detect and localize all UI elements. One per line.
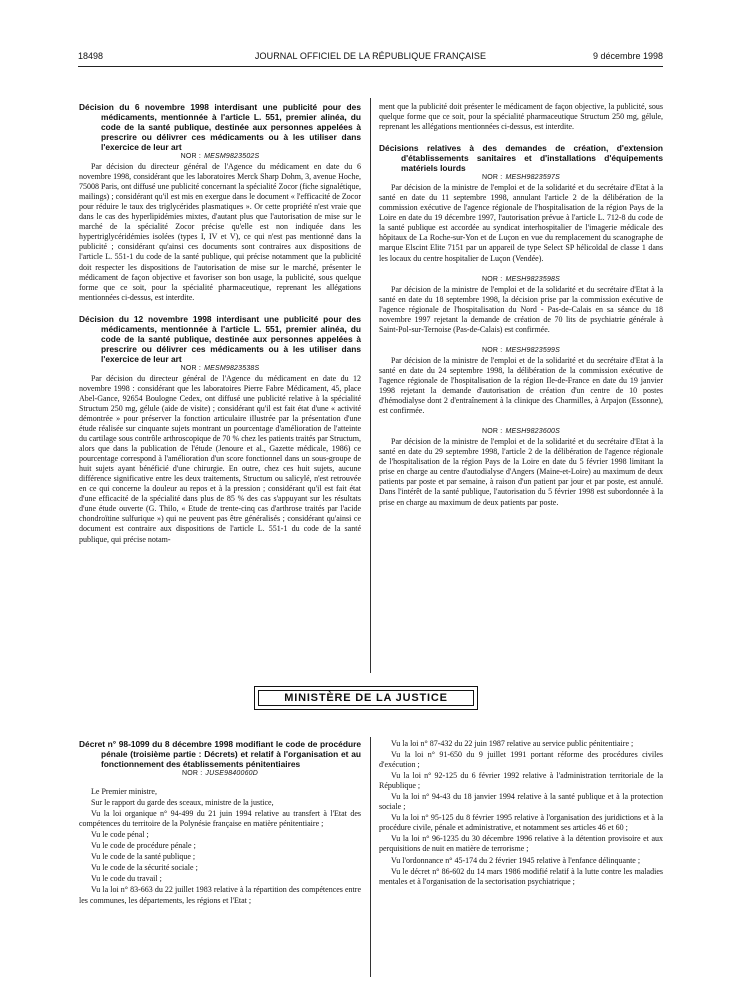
decision-body: Par décision du directeur général de l'Agence du médicament en date du 12 novembre 1998 : considérant que les laboratoires Pierre Fabre Médicament, 45, place Abel-Gance, 92654 Boulogne Cedex, ont diffusé une publicité relative à la spécialité Structum 250 mg, gélule (aide de visite) ; considérant qu'il est fait état d'une « activité démontrée » pour préserver la fonction articulaire illustrée par la présentation d'une étude réalisée sur cinquante sujets montrant un pourcentage d'amélioration de l'atteinte du cartilage sous contrôle arthroscopique de 70 % chez les patients traités par Structum, alors que dans la publication de l'étude (Jenoure et al., Gazette médicale, 1986) ce pourcentage correspond à l'amélioration d'un score fonctionnel dans un sous-groupe de huit sujets ayant bénéficié d'une chirurgie. En outre, chez ces huit sujets, aucune différence significative entre les deux traitements, Structum ou salicylé, n'est retrouvée en ce qui concerne la douleur au repos et à la pression ; considérant qu'il est fait état d'une efficacité de la spécialité dans plus de 85 % des cas s'appuyant sur les résultats d'une étude ouverte (G. Thilo, « Etude de trente-cinq cas d'arthrose traités par l'acide chondroïtine sulfurique ») qui ne peuvent pas être généralisés ; considérant qu'ainsi ce document est contraire aux dispositions de l'article L. 551-1 du code de la santé publique, qui précise notam-	[79, 373, 361, 544]
decision-structum	[79, 314, 361, 545]
visa-line: Vu le code de procédure pénale ;	[91, 841, 196, 851]
visa-line: Vu le code de la santé publique ;	[91, 852, 196, 862]
decree-right-column	[379, 739, 663, 888]
right-column-top	[379, 102, 663, 508]
visa-line: Vu la loi n° 95-125 du 8 février 1995 relative à l'organisation des juridictions et à la procédure civile, pénale et administrative, et notamment ses articles 46 et 60 ;	[379, 813, 663, 833]
nor-reference: NOR : MESM9823538S	[180, 364, 260, 372]
decision-item	[379, 427, 663, 507]
column-separator-top	[370, 98, 371, 673]
journal-title: JOURNAL OFFICIEL DE LA RÉPUBLIQUE FRANÇAISE	[254, 51, 487, 61]
decision-title: Décision du 12 novembre 1998 interdisant une publicité pour des médicaments, mentionnée à l'article L. 551, premier alinéa, du code de la santé publique, destinée aux personnes appelées à prescrire ou délivrer ces médicaments ou à les utiliser dans l'exercice de leur art	[79, 313, 361, 364]
visa-line: Vu le décret n° 86-602 du 14 mars 1986 modifié relatif à la lutte contre les maladies mentales et à l'organisation de la sectorisation psychiatrique ;	[379, 866, 663, 886]
column-separator-bottom	[370, 737, 371, 977]
section-title: Décisions relatives à des demandes de création, d'extension d'établissements sanitaires et d'installations d'équipements matériels lourds	[379, 143, 663, 174]
nor-reference: NOR : MESH9823598S	[482, 275, 560, 283]
decision-text: Par décision de la ministre de l'emploi et de la solidarité et du secrétaire d'Etat à la santé en date du 18 septembre 1998, la décision prise par la commission exécutive de l'agence régionale de l'hospitalisation du Nord - Pas-de-Calais en sa séance du 18 novembre 1997 rejetant la demande de création de 70 lits de psychiatrie générale à Saint-Pol-sur-Ternoise (Pas-de-Calais) est confirmée.	[379, 284, 663, 334]
decision-text: Par décision de la ministre de l'emploi et de la solidarité et du secrétaire d'Etat à la santé en date du 24 septembre 1998, la délibération de la commission exécutive de l'agence régionale de l'hospitalisation de la région Ile-de-France en date du 19 janvier 1998 rejetant la demande d'autorisation de création d'un centre de 10 postes d'hémodialyse dont 2 d'entraînement à la clinique des Charmilles, à Arpajon (Essonne), est confirmée.	[379, 355, 663, 416]
visa-line: Le Premier ministre,	[91, 787, 157, 797]
visa-line: Vu la loi n° 91-650 du 9 juillet 1991 portant réforme des procédures civiles d'exécution ;	[379, 750, 663, 770]
visa-line: Vu l'ordonnance n° 45-174 du 2 février 1945 relative à l'enfance délinquante ;	[391, 855, 641, 865]
header-rule	[78, 66, 663, 67]
visa-line: Vu le code du travail ;	[91, 874, 162, 884]
decision-zocor	[79, 102, 361, 303]
visa-line: Vu la loi organique n° 94-499 du 21 juin 1994 relative au transfert à l'Etat des compétences du territoire de la Polynésie française en matière pénitentiaire ;	[79, 809, 361, 829]
visa-line: Vu la loi n° 94-43 du 18 janvier 1994 relative à la santé publique et à la protection sociale ;	[379, 792, 663, 812]
nor-reference: NOR : JUSE9840060D	[181, 770, 259, 777]
decision-text: Par décision de la ministre de l'emploi et de la solidarité et du secrétaire d'Etat à la santé en date du 29 septembre 1998, l'article 2 de la délibération de l'agence régionale de l'hospitalisation de la région Pays de la Loire en date du 5 février 1998 limitant la prise en charge au centre d'autodialyse d'Angers (Maine-et-Loire) au maximum de deux patients par poste et par semaine, à raison d'un patient par jour et par poste, est annulé. Dans l'intérêt de la santé publique, l'autorisation du 5 février 1998 est subordonnée à la prise en charge au maximum de deux patients par poste.	[379, 437, 663, 507]
decision-text: Par décision de la ministre de l'emploi et de la solidarité et du secrétaire d'Etat à la santé en date du 11 septembre 1998, annulant l'article 2 de la délibération de la commission exécutive de l'agence régionale de l'hospitalisation de la région Pays de la Loire en date du 19 décembre 1997, l'autorisation prévue à l'article L. 712-8 du code de la santé publique est accordée au syndicat interhospitalier de l'imagerie médicale des hôpitaux de La Roche-sur-Yon et de Luçon en vue du remplacement du scanographe de marque Elscint Elite 7151 par un appareil de type Select SP hélicoïdal de classe 1 dans les locaux du centre hospitalier de Luçon (Vendée).	[379, 183, 663, 263]
visa-list	[379, 739, 663, 887]
visa-line: Sur le rapport du garde des sceaux, ministre de la justice,	[91, 798, 274, 808]
decision-title: Décision du 6 novembre 1998 interdisant une publicité pour des médicaments, mentionnée à l'article L. 551, premier alinéa, du code de la santé publique, destinée aux personnes appelées à prescrire ou délivrer ces médicaments ou à les utiliser dans l'exercice de leur art	[79, 102, 361, 152]
continuation-text: ment que la publicité doit présenter le médicament de façon objective, la publicité, sous quelque forme que ce soit, pour la spécialité pharmaceutique Structum 250 mg, gélule, reprenant les allégations mentionnées ci-dessus, est interdite.	[379, 102, 663, 132]
nor-reference: NOR : MESH9823599S	[482, 346, 560, 354]
visa-line: Vu la loi n° 96-1235 du 30 décembre 1996 relative à la détention provisoire et aux perquisitions de nuit en matière de terrorisme ;	[379, 834, 663, 854]
visa-line: Vu le code de la sécurité sociale ;	[91, 863, 198, 873]
issue-date: 9 décembre 1998	[592, 51, 663, 61]
page-number: 18498	[78, 51, 104, 61]
nor-reference: NOR : MESH9823600S	[482, 428, 560, 436]
left-column-top	[79, 102, 361, 545]
decree-left-column	[79, 739, 361, 907]
visa-line: Vu la loi n° 92-125 du 6 février 1992 relative à l'administration territoriale de la République ;	[379, 771, 663, 791]
running-header	[78, 51, 663, 67]
visa-line: Vu la loi n° 87-432 du 22 juin 1987 relative au service public pénitentiaire ;	[391, 739, 634, 748]
decision-item	[379, 346, 663, 416]
decree-title: Décret n° 98-1099 du 8 décembre 1998 modifiant le code de procédure pénale (troisième partie : Décrets) et relatif à l'organisation et au fonctionnement des établissements pénitentiaires	[79, 739, 361, 769]
visa-list	[79, 787, 361, 906]
ministry-heading: MINISTÈRE DE LA JUSTICE	[258, 690, 474, 706]
visa-line: Vu la loi n° 83-663 du 22 juillet 1983 relative à la répartition des compétences entre les communes, les départements, les régions et l'Etat ;	[79, 885, 361, 905]
visa-line: Vu le code pénal ;	[91, 830, 149, 840]
ministry-heading-box	[254, 686, 478, 710]
decision-item	[379, 275, 663, 335]
decision-body: Par décision du directeur général de l'Agence du médicament en date du 6 novembre 1998, considérant que les laboratoires Merck Sharp Dohm, 3, avenue Hoche, 75008 Paris, ont diffusé une publicité concernant la spécialité Zocor (fiche signalétique, mailings) ; considérant qu'il est mis en exergue dans le document « l'efficacité de Zocor pour réduire le taux des triglycérides plasmatiques ». Or cette propriété n'est vraie que dans le cas des hyperlipidémies mixtes, d'autant plus que l'autorisation de mise sur le marché de la spécialité Zocor précise qu'elle est non indiquée dans les hypertriglycéridémies isolées (types I, IV et V), ce qui n'est pas mentionné dans la publicité ; considérant qu'ainsi ces documents sont contraires aux dispositions de l'article L. 551-1 du code de la santé publique, qui précise notamment que la publicité doit respecter les dispositions de l'autorisation de mise sur le marché, présenter le médicament de façon objective et favoriser son bon usage, la publicité, sous quelque forme que ce soit, pour la spécialité pharmaceutique, reprenant les allégations mentionnées ci-dessus, est interdite.	[79, 162, 361, 302]
nor-reference: NOR : MESM9823502S	[180, 153, 260, 160]
decision-item	[379, 173, 663, 263]
nor-reference: NOR : MESH9823597S	[482, 174, 560, 182]
